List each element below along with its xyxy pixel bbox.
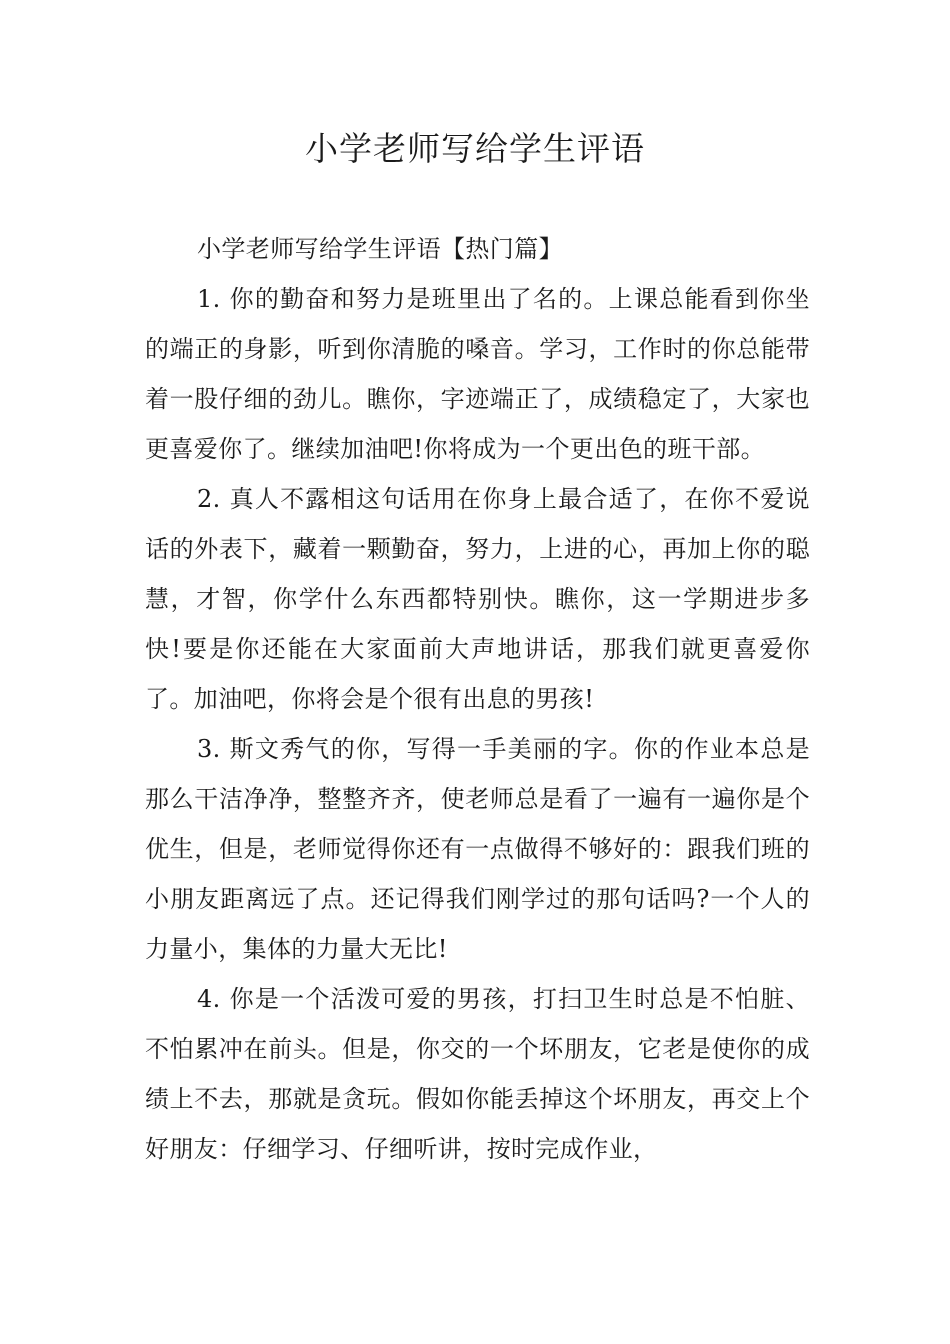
paragraph-comment-4: 4. 你是一个活泼可爱的男孩，打扫卫生时总是不怕脏、不怕累冲在前头。但是，你交的一个坏朋友，它老是使你的成绩上不去，那就是贪玩。假如你能丢掉这个坏朋友，再交上个好朋友：仔细学习、仔细听讲，按时完成作业， xyxy=(145,985,810,1163)
paragraph-comment-3: 3. 斯文秀气的你，写得一手美丽的字。你的作业本总是那么干洁净净，整整齐齐，使老师总是看了一遍有一遍你是个优生，但是，老师觉得你还有一点做得不够好的：跟我们班的小朋友距离远了点。还记得我们刚学过的那句话吗?一个人的力量小，集体的力量大无比! xyxy=(145,735,810,963)
paragraph-comment-2: 2. 真人不露相这句话用在你身上最合适了，在你不爱说话的外表下，藏着一颗勤奋，努力，上进的心，再加上你的聪慧，才智，你学什么东西都特别快。瞧你，这一学期进步多快!要是你还能在大家面前大声地讲话，那我们就更喜爱你了。加油吧，你将会是个很有出息的男孩! xyxy=(145,485,810,713)
paragraph-comment-1: 1. 你的勤奋和努力是班里出了名的。上课总能看到你坐的端正的身影，听到你清脆的嗓音。学习，工作时的你总能带着一股仔细的劲儿。瞧你，字迹端正了，成绩稳定了，大家也更喜爱你了。继续加油吧!你将成为一个更出色的班干部。 xyxy=(145,285,810,463)
document-title: 小学老师写给学生评语 xyxy=(305,129,645,168)
paragraph-heading: 小学老师写给学生评语【热门篇】 xyxy=(197,235,563,263)
document-body xyxy=(145,224,810,1174)
